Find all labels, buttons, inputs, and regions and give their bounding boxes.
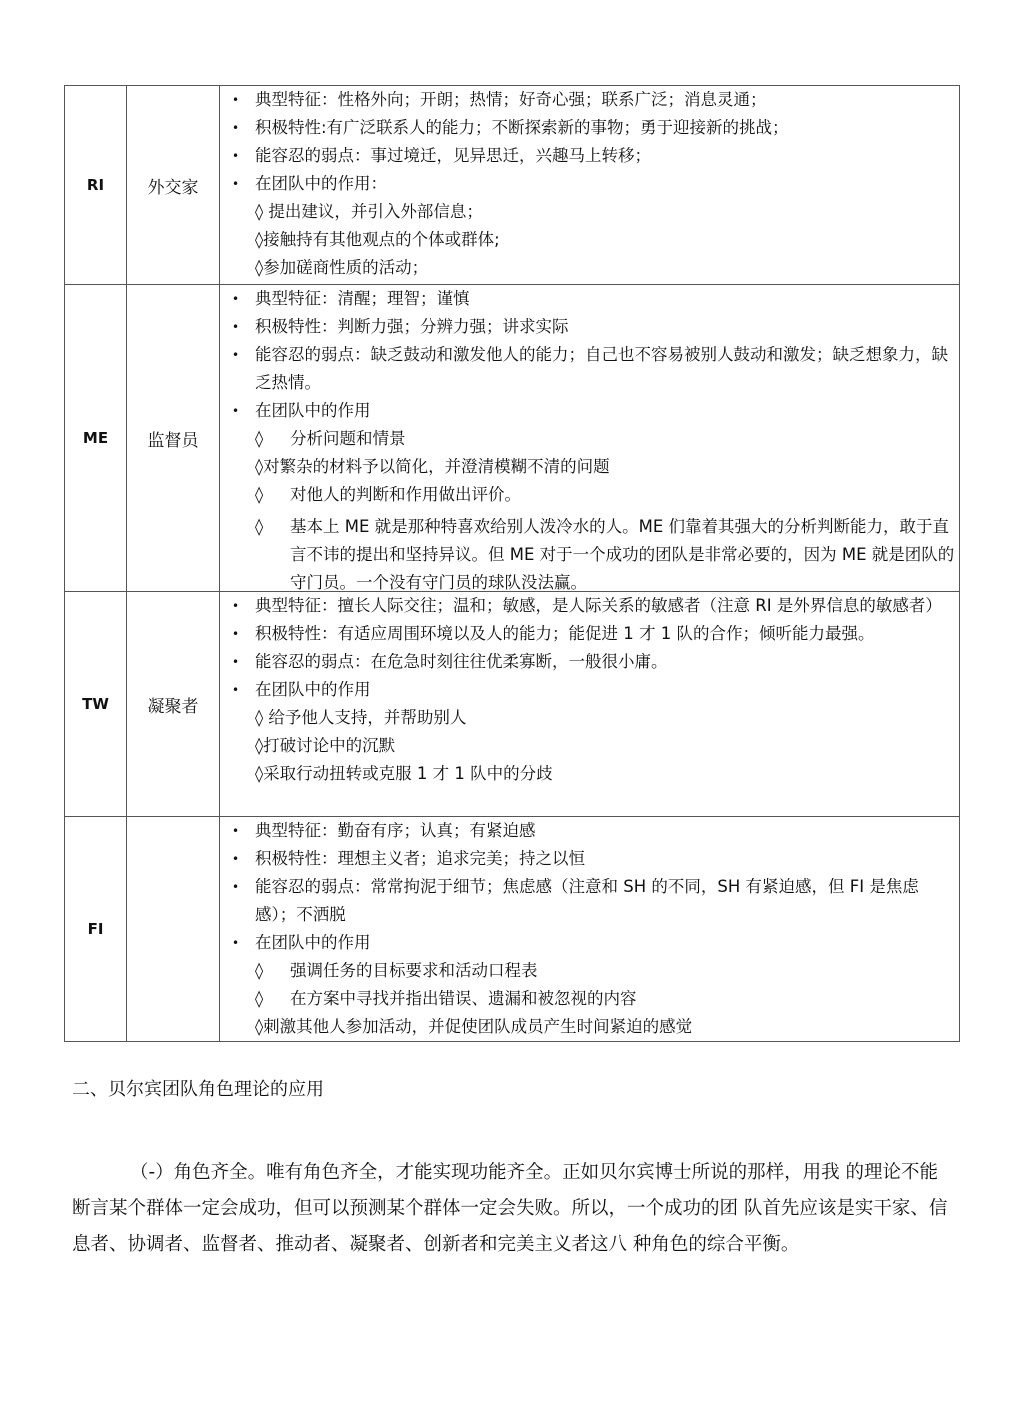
bullet-icon: • bbox=[232, 852, 240, 866]
bullet-icon: • bbox=[232, 320, 240, 334]
bullet-icon: • bbox=[232, 121, 240, 135]
sub-item: ◊ 对他人的判断和作用做出评价。 bbox=[220, 481, 959, 509]
role-name: 外交家 bbox=[127, 86, 220, 285]
role-description bbox=[220, 817, 960, 1042]
role-code: RI bbox=[65, 86, 127, 285]
list-item: • 在团队中的作用 bbox=[220, 676, 959, 704]
bullet-icon: • bbox=[232, 655, 240, 669]
bullet-icon: • bbox=[232, 348, 240, 362]
bullet-icon: • bbox=[232, 627, 240, 641]
list-item: • 能容忍的弱点：在危急时刻往往优柔寡断，一般很小庸。 bbox=[220, 648, 959, 676]
list-item: • 在团队中的作用 bbox=[220, 397, 959, 425]
diamond-icon: ◊ bbox=[255, 517, 264, 536]
sub-item: ◊ 强调任务的目标要求和活动口程表 bbox=[220, 957, 959, 985]
table-row bbox=[65, 285, 960, 592]
list-item: • 积极特性:有广泛联系人的能力；不断探索新的事物；勇于迎接新的挑战； bbox=[220, 114, 959, 142]
list-item: • 在团队中的作用 bbox=[220, 929, 959, 957]
table-row bbox=[65, 817, 960, 1042]
role-name: 凝聚者 bbox=[127, 592, 220, 817]
sub-item: ◊ 给予他人支持，并帮助别人 bbox=[255, 708, 467, 727]
bullet-icon: • bbox=[232, 936, 240, 950]
role-table bbox=[64, 85, 960, 1042]
role-description bbox=[220, 285, 960, 592]
table-row bbox=[65, 592, 960, 817]
sub-item: ◊接触持有其他观点的个体或群体; bbox=[255, 230, 500, 249]
sub-item: ◊参加磋商性质的活动； bbox=[255, 258, 429, 277]
sub-item: ◊刺激其他人参加活动，并促使团队成员产生时间紧迫的感觉 bbox=[255, 1017, 693, 1036]
bullet-icon: • bbox=[232, 93, 240, 107]
list-item: • 积极特性：有适应周围环境以及人的能力；能促进 1 才 1 队的合作；倾听能力最强。 bbox=[220, 620, 959, 648]
bullet-icon: • bbox=[232, 404, 240, 418]
bullet-icon: • bbox=[232, 149, 240, 163]
sub-item: ◊ 分析问题和情景 bbox=[220, 425, 959, 453]
role-name: 监督员 bbox=[127, 285, 220, 592]
sub-item: ◊ 基本上 ME 就是那种特喜欢给别人泼冷水的人。ME 们靠着其强大的分析判断能力，敢于直言不讳的提出和坚持异议。但 ME 对于一个成功的团队是非常必要的，因为 ME 就是团队的守门员。一个没有守门员的球队没法赢。 bbox=[220, 513, 959, 591]
sub-item: ◊打破讨论中的沉默 bbox=[255, 736, 396, 755]
bullet-icon: • bbox=[232, 824, 240, 838]
role-code: TW bbox=[65, 592, 127, 817]
diamond-icon: ◊ bbox=[255, 429, 264, 448]
list-item: • 能容忍的弱点：缺乏鼓动和激发他人的能力；自己也不容易被别人鼓动和激发；缺乏想象力，缺乏热情。 bbox=[220, 341, 959, 397]
sub-item: ◊采取行动扭转或克服 1 才 1 队中的分歧 bbox=[255, 764, 553, 783]
section-heading: 二、贝尔宾团队角色理论的应用 bbox=[72, 1079, 324, 1100]
list-item: • 典型特征：性格外向；开朗；热情；好奇心强；联系广泛；消息灵通； bbox=[220, 86, 959, 114]
list-item: • 积极特性：判断力强；分辨力强；讲求实际 bbox=[220, 313, 959, 341]
diamond-icon: ◊ bbox=[255, 485, 264, 504]
list-item: • 在团队中的作用： bbox=[220, 170, 959, 198]
list-item: • 典型特征：勤奋有序；认真；有紧迫感 bbox=[220, 817, 959, 845]
table-row bbox=[65, 86, 960, 285]
diamond-icon: ◊ bbox=[255, 989, 264, 1008]
role-description bbox=[220, 592, 960, 817]
body-paragraph: （-）角色齐全。唯有角色齐全，才能实现功能齐全。正如贝尔宾博士所说的那样，用我 的理论不能断言某个群体一定会成功，但可以预测某个群体一定会失败。所以，一个成功的团 队首先应该是实干家、信息者、协调者、监督者、推动者、凝聚者、创新者和完美主义者这八 种角色的综合平衡。 bbox=[72, 1162, 948, 1255]
bullet-icon: • bbox=[232, 292, 240, 306]
list-item: • 能容忍的弱点：常常拘泥于细节；焦虑感（注意和 SH 的不同，SH 有紧迫感，但 FI 是焦虑感）；不洒脱 bbox=[220, 873, 959, 929]
role-description bbox=[220, 86, 960, 285]
list-item: • 典型特征：擅长人际交往；温和；敏感，是人际关系的敏感者（注意 RI 是外界信息的敏感者） bbox=[220, 592, 959, 620]
bullet-icon: • bbox=[232, 683, 240, 697]
bullet-icon: • bbox=[232, 177, 240, 191]
sub-item: ◊对繁杂的材料予以简化，并澄清模糊不清的问题 bbox=[255, 457, 610, 476]
sub-item: ◊ 提出建议，并引入外部信息； bbox=[255, 202, 483, 221]
list-item: • 典型特征：清醒；理智；谨慎 bbox=[220, 285, 959, 313]
role-code: ME bbox=[65, 285, 127, 592]
sub-item: ◊ 在方案中寻找并指出错误、遗漏和被忽视的内容 bbox=[220, 985, 959, 1013]
diamond-icon: ◊ bbox=[255, 961, 264, 980]
bullet-icon: • bbox=[232, 880, 240, 894]
role-code: FI bbox=[65, 817, 127, 1042]
bullet-icon: • bbox=[232, 599, 240, 613]
list-item: • 能容忍的弱点：事过境迁，见异思迁，兴趣马上转移； bbox=[220, 142, 959, 170]
list-item: • 积极特性：理想主义者；追求完美；持之以恒 bbox=[220, 845, 959, 873]
role-name bbox=[127, 817, 220, 1042]
